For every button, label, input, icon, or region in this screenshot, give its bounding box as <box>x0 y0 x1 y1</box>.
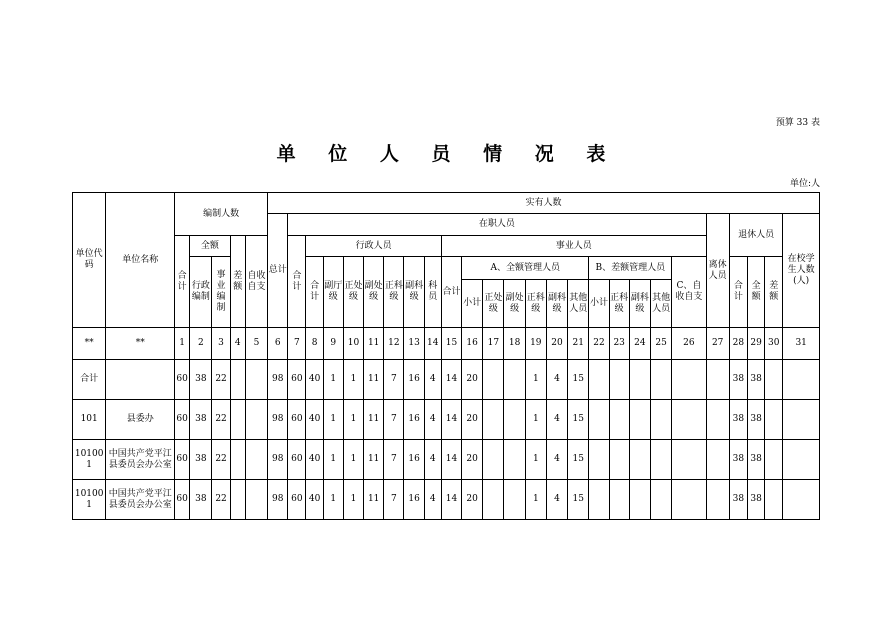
table-cell <box>245 400 267 440</box>
table-body <box>73 360 820 520</box>
table-cell: 县委办 <box>106 400 175 440</box>
header-deputy-div: 副处级 <box>364 257 384 328</box>
table-cell <box>504 480 525 520</box>
header-a-section-chief: 正科级 <box>525 280 546 328</box>
header-b-other: 其他人员 <box>650 280 671 328</box>
header-students: 在校学生人数(人) <box>783 214 820 328</box>
header-admin-subtotal: 合计 <box>306 257 323 328</box>
table-cell <box>783 480 820 520</box>
table-cell: 14 <box>441 360 461 400</box>
table-cell <box>765 400 783 440</box>
table-cell: 60 <box>288 480 306 520</box>
table-cell <box>765 360 783 400</box>
table-cell: 25 <box>650 328 671 360</box>
table-cell: 1 <box>323 480 343 520</box>
table-cell: 1 <box>525 440 546 480</box>
header-group-b: B、差额管理人员 <box>589 257 672 280</box>
table-cell: 20 <box>462 400 483 440</box>
table-cell: 60 <box>288 400 306 440</box>
table-cell: 6 <box>268 328 288 360</box>
table-cell: 10 <box>343 328 363 360</box>
unit-label: 单位:人 <box>789 179 820 189</box>
table-cell: 11 <box>364 360 384 400</box>
header-retired-diff: 差额 <box>765 257 783 328</box>
table-cell: 40 <box>306 440 323 480</box>
table-cell <box>609 360 629 400</box>
table-cell <box>650 440 671 480</box>
table-cell: 13 <box>404 328 424 360</box>
table-cell <box>672 480 706 520</box>
table-cell: 60 <box>175 440 190 480</box>
table-cell <box>706 480 729 520</box>
table-cell: 15 <box>568 400 589 440</box>
table-cell: 29 <box>747 328 764 360</box>
column-number-row <box>73 328 820 360</box>
table-cell: 9 <box>323 328 343 360</box>
table-cell: 28 <box>729 328 747 360</box>
table-cell: 11 <box>364 328 384 360</box>
header-retired-cadre: 离休人员 <box>706 214 729 328</box>
table-cell: 1 <box>175 328 190 360</box>
header-a-deputy-div: 副处级 <box>504 280 525 328</box>
table-cell: 14 <box>441 400 461 440</box>
table-cell: 4 <box>546 440 567 480</box>
table-cell <box>706 440 729 480</box>
header-a-deputy-section: 副科级 <box>546 280 567 328</box>
table-cell: 5 <box>245 328 267 360</box>
header-unit-code: 单位代码 <box>73 193 106 328</box>
header-section-chief: 正科级 <box>384 257 404 328</box>
table-cell <box>589 400 609 440</box>
column-number-cells <box>73 328 820 360</box>
table-cell: 2 <box>190 328 212 360</box>
table-cell: 1 <box>525 480 546 520</box>
table-cell: 16 <box>404 440 424 480</box>
header-a-subtotal: 小计 <box>462 280 483 328</box>
table-cell <box>783 400 820 440</box>
header-est-subtotal: 合计 <box>175 236 190 328</box>
table-cell <box>609 400 629 440</box>
table-cell: 38 <box>190 360 212 400</box>
table-cell <box>706 400 729 440</box>
table-cell <box>629 360 650 400</box>
table-row <box>73 480 820 520</box>
table-cell: 60 <box>175 400 190 440</box>
table-cell <box>629 480 650 520</box>
table-cell: 23 <box>609 328 629 360</box>
table-cell <box>650 400 671 440</box>
header-establishment: 编制人数 <box>175 193 268 236</box>
table-cell <box>483 480 504 520</box>
header-public-staff: 事业编制 <box>212 257 230 328</box>
table-cell: 38 <box>190 440 212 480</box>
header-group-c: C、自收自支 <box>672 257 706 328</box>
table-cell <box>765 440 783 480</box>
table-cell: 7 <box>384 440 404 480</box>
header-b-deputy-section: 副科级 <box>629 280 650 328</box>
page-title: 单 位 人 员 情 况 表 <box>276 143 619 165</box>
table-cell: 7 <box>384 480 404 520</box>
table-cell: 16 <box>462 328 483 360</box>
table-cell: 合计 <box>73 360 106 400</box>
form-number: 预算 33 表 <box>775 118 820 128</box>
table-cell: 15 <box>568 480 589 520</box>
table-cell <box>106 360 175 400</box>
table-cell: 22 <box>212 400 230 440</box>
table-cell <box>629 440 650 480</box>
header-full-quota: 全额 <box>190 236 230 257</box>
header-self-funded: 自收自支 <box>245 236 267 328</box>
header-deputy-section: 副科级 <box>404 257 424 328</box>
table-cell: 101001 <box>73 440 106 480</box>
table-cell: 4 <box>546 400 567 440</box>
table-cell: 38 <box>729 440 747 480</box>
header-serving: 在职人员 <box>288 214 706 236</box>
table-cell: 38 <box>747 440 764 480</box>
table-cell: 11 <box>364 400 384 440</box>
table-cell <box>783 440 820 480</box>
header-retired-full: 全额 <box>747 257 764 328</box>
table-cell: 15 <box>441 328 461 360</box>
table-cell: 7 <box>288 328 306 360</box>
table-cell <box>650 360 671 400</box>
table-cell: 14 <box>441 480 461 520</box>
table-cell: 20 <box>462 360 483 400</box>
table-cell: 22 <box>212 440 230 480</box>
table-cell <box>783 360 820 400</box>
header-diff: 差额 <box>230 236 245 328</box>
table-cell: 16 <box>404 360 424 400</box>
table-cell <box>650 480 671 520</box>
table-cell: 12 <box>384 328 404 360</box>
table-cell: 38 <box>747 360 764 400</box>
table-cell: 38 <box>190 400 212 440</box>
table-cell: 1 <box>323 360 343 400</box>
table-cell: 1 <box>525 360 546 400</box>
table-cell: 7 <box>384 360 404 400</box>
table-cell <box>609 440 629 480</box>
table-cell: 中国共产党平江县委员会办公室 <box>106 480 175 520</box>
header-admin-personnel: 行政人员 <box>306 236 441 257</box>
table-cell: 60 <box>175 360 190 400</box>
table-cell: 38 <box>729 400 747 440</box>
table-cell: 11 <box>364 480 384 520</box>
table-cell <box>245 440 267 480</box>
table-cell <box>230 440 245 480</box>
table-cell: 98 <box>268 480 288 520</box>
table-cell <box>230 360 245 400</box>
table-cell: 101 <box>73 400 106 440</box>
table-cell: 38 <box>190 480 212 520</box>
header-retired: 退休人员 <box>729 214 783 257</box>
table-cell: 4 <box>424 360 441 400</box>
table-cell: 16 <box>404 400 424 440</box>
header-inst-subtotal: 合计 <box>441 257 461 328</box>
header-serving-subtotal: 合计 <box>288 236 306 328</box>
table-row <box>73 440 820 480</box>
table-cell <box>483 360 504 400</box>
header-unit-name: 单位名称 <box>106 193 175 328</box>
table-cell <box>589 440 609 480</box>
table-cell: 31 <box>783 328 820 360</box>
table-cell: 20 <box>462 480 483 520</box>
header-actual: 实有人数 <box>268 193 820 214</box>
table-cell: 18 <box>504 328 525 360</box>
table-cell <box>483 440 504 480</box>
table-cell: 40 <box>306 480 323 520</box>
table-cell: 1 <box>323 400 343 440</box>
header-deputy-dept: 副厅级 <box>323 257 343 328</box>
table-cell: 22 <box>212 480 230 520</box>
table-cell: 60 <box>288 360 306 400</box>
table-cell: 4 <box>546 480 567 520</box>
table-cell: 15 <box>568 440 589 480</box>
table-cell: 8 <box>306 328 323 360</box>
table-cell <box>672 440 706 480</box>
header-a-other: 其他人员 <box>568 280 589 328</box>
table-cell <box>765 480 783 520</box>
table-cell: 11 <box>364 440 384 480</box>
table-cell: 22 <box>589 328 609 360</box>
table-cell: 中国共产党平江县委员会办公室 <box>106 440 175 480</box>
table-cell <box>706 360 729 400</box>
table-cell: 38 <box>729 360 747 400</box>
table-cell: 101001 <box>73 480 106 520</box>
table-cell <box>589 360 609 400</box>
table-cell <box>672 400 706 440</box>
table-cell: 26 <box>672 328 706 360</box>
table-cell: 40 <box>306 400 323 440</box>
header-b-section-chief: 正科级 <box>609 280 629 328</box>
table-header <box>73 193 820 328</box>
table-cell: ** <box>106 328 175 360</box>
table-cell <box>483 400 504 440</box>
header-div-chief: 正处级 <box>343 257 363 328</box>
table-cell: 1 <box>323 440 343 480</box>
table-cell: 4 <box>230 328 245 360</box>
table-cell: 4 <box>424 440 441 480</box>
table-cell: 4 <box>546 360 567 400</box>
table-cell: 30 <box>765 328 783 360</box>
table-cell: 1 <box>343 400 363 440</box>
table-cell <box>245 360 267 400</box>
table-cell: 24 <box>629 328 650 360</box>
table-cell <box>589 480 609 520</box>
table-cell: 38 <box>747 480 764 520</box>
table-cell: 38 <box>729 480 747 520</box>
table-cell: 20 <box>462 440 483 480</box>
table-cell: 22 <box>212 360 230 400</box>
table-cell: 16 <box>404 480 424 520</box>
table-cell: 7 <box>384 400 404 440</box>
table-cell: 20 <box>546 328 567 360</box>
table-row <box>73 400 820 440</box>
table-cell: 1 <box>343 480 363 520</box>
table-cell <box>629 400 650 440</box>
table-cell: 4 <box>424 480 441 520</box>
table-cell: 98 <box>268 360 288 400</box>
table-cell <box>245 480 267 520</box>
table-cell: 1 <box>343 440 363 480</box>
table-cell: 15 <box>568 360 589 400</box>
table-cell <box>230 480 245 520</box>
table-cell: 14 <box>424 328 441 360</box>
table-cell: 14 <box>441 440 461 480</box>
header-group-a: A、全额管理人员 <box>462 257 589 280</box>
table-cell <box>609 480 629 520</box>
table-row <box>73 360 820 400</box>
table-cell: 17 <box>483 328 504 360</box>
table-cell <box>504 400 525 440</box>
header-institution-personnel: 事业人员 <box>441 236 706 257</box>
table-cell: 1 <box>525 400 546 440</box>
table-cell: 27 <box>706 328 729 360</box>
table-cell: ** <box>73 328 106 360</box>
table-cell: 3 <box>212 328 230 360</box>
table-cell: 19 <box>525 328 546 360</box>
table-cell: 98 <box>268 400 288 440</box>
header-retired-total: 合计 <box>729 257 747 328</box>
header-b-subtotal: 小计 <box>589 280 609 328</box>
table-cell <box>672 360 706 400</box>
header-a-div-chief: 正处级 <box>483 280 504 328</box>
table-cell <box>230 400 245 440</box>
personnel-table <box>72 192 820 520</box>
table-cell <box>504 440 525 480</box>
table-cell: 21 <box>568 328 589 360</box>
table-cell: 60 <box>175 480 190 520</box>
header-total: 总计 <box>268 214 288 328</box>
table-cell: 40 <box>306 360 323 400</box>
table-cell: 4 <box>424 400 441 440</box>
table-cell: 98 <box>268 440 288 480</box>
table-cell: 38 <box>747 400 764 440</box>
table-cell <box>504 360 525 400</box>
table-cell: 60 <box>288 440 306 480</box>
table-cell: 1 <box>343 360 363 400</box>
header-admin-staff: 行政编制 <box>190 257 212 328</box>
header-clerk: 科员 <box>424 257 441 328</box>
